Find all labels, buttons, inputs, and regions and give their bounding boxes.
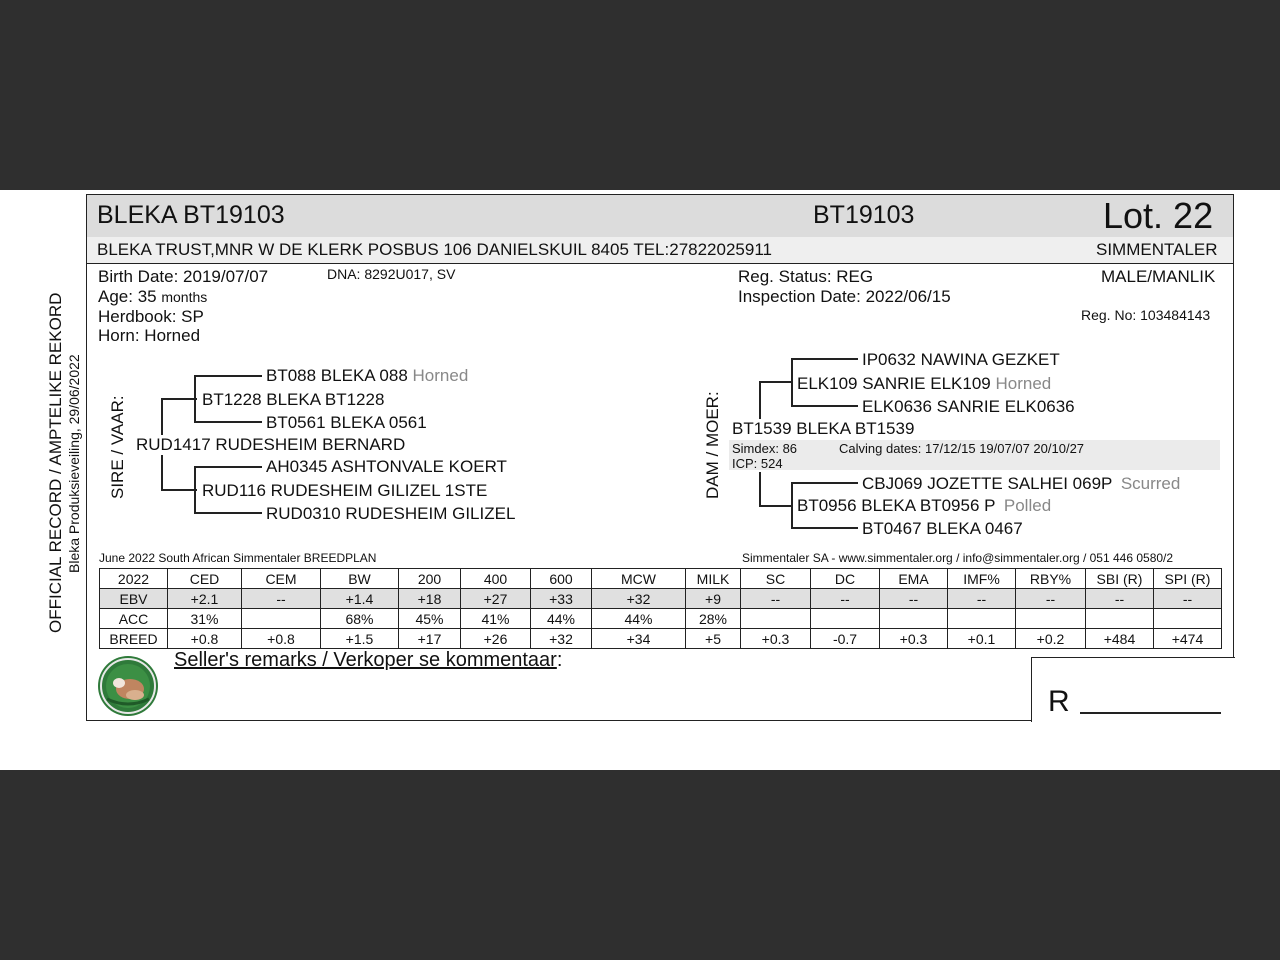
table-cell: -- xyxy=(1154,589,1222,609)
sex: MALE/MANLIK xyxy=(1101,267,1216,286)
dam-label: DAM / MOER: xyxy=(703,391,722,499)
table-row xyxy=(100,609,1222,629)
table-cell xyxy=(880,609,948,629)
sire-dam: RUD116 RUDESHEIM GILIZEL 1STE xyxy=(202,481,488,500)
dam-bracket-top xyxy=(759,381,793,383)
table-cell: +1.5 xyxy=(321,629,399,649)
reg-status: Reg. Status: REG xyxy=(738,267,874,286)
dd-bracket-bottom xyxy=(791,527,858,529)
ss-bracket-top xyxy=(194,375,262,377)
seller-remarks-label: Seller's remarks / Verkoper se kommentaar xyxy=(174,649,557,671)
auction-label: Bleka Produksieveiling, 29/06/2022 xyxy=(66,354,82,573)
table-cell: -- xyxy=(1016,589,1086,609)
table-cell: -- xyxy=(948,589,1016,609)
table-cell: +484 xyxy=(1086,629,1154,649)
official-record-label: OFFICIAL RECORD / AMPTELIKE REKORD xyxy=(46,292,65,633)
table-header-cell: MCW xyxy=(592,569,686,589)
table-cell xyxy=(741,609,811,629)
age-unit: months xyxy=(161,289,208,305)
table-cell: ACC xyxy=(100,609,168,629)
sire-sire-dam: BT0561 BLEKA 0561 xyxy=(266,413,427,432)
table-cell: +27 xyxy=(461,589,531,609)
ds-bracket xyxy=(791,358,793,406)
animal-name: BLEKA BT19103 xyxy=(97,201,285,229)
breed-label: SIMMENTALER xyxy=(1096,240,1218,259)
table-cell: +5 xyxy=(686,629,741,649)
table-cell xyxy=(948,609,1016,629)
sd-bracket xyxy=(194,466,196,513)
sd-bracket-bottom xyxy=(194,512,262,514)
dam-bracket-upper xyxy=(759,381,761,419)
table-header-cell: DC xyxy=(811,569,880,589)
table-cell: +34 xyxy=(592,629,686,649)
sire-name: RUD1417 RUDESHEIM BERNARD xyxy=(136,435,406,454)
ss-bracket-bottom xyxy=(194,421,262,423)
table-cell: +0.3 xyxy=(880,629,948,649)
table-cell: BREED xyxy=(100,629,168,649)
birth-date: Birth Date: 2019/07/07 xyxy=(98,267,269,286)
table-cell: 41% xyxy=(461,609,531,629)
horn-status: Horn: Horned xyxy=(98,326,201,345)
sire-sire-sire: BT088 BLEKA 088 Horned xyxy=(266,366,469,385)
table-header-cell: EMA xyxy=(880,569,948,589)
dam-dam: BT0956 BLEKA BT0956 P Polled xyxy=(797,496,1052,515)
inspection-date: Inspection Date: 2022/06/15 xyxy=(738,287,951,306)
table-cell: +1.4 xyxy=(321,589,399,609)
owner-line: BLEKA TRUST,MNR W DE KLERK POSBUS 106 DANIELSKUIL 8405 TEL:27822025911 xyxy=(97,240,772,259)
table-cell: +33 xyxy=(531,589,592,609)
reg-number: Reg. No: 103484143 xyxy=(1081,307,1211,323)
table-cell xyxy=(1086,609,1154,629)
dam-bracket-bottom xyxy=(759,505,793,507)
table-header-cell: RBY% xyxy=(1016,569,1086,589)
ss-bracket xyxy=(194,375,196,422)
table-cell: -- xyxy=(811,589,880,609)
table-cell: +0.8 xyxy=(242,629,321,649)
table-header-cell: 200 xyxy=(399,569,461,589)
herdbook: Herdbook: SP xyxy=(98,307,204,326)
sire-dam-dam: RUD0310 RUDESHEIM GILIZEL xyxy=(266,504,516,523)
sire-label: SIRE / VAAR: xyxy=(108,395,127,499)
table-row xyxy=(100,589,1222,609)
table-header-cell: 400 xyxy=(461,569,531,589)
dd-bracket-top xyxy=(791,482,858,484)
dam-sire-sire: IP0632 NAWINA GEZKET xyxy=(862,350,1060,369)
ds-bracket-top xyxy=(791,358,858,360)
horn-note: Horned xyxy=(412,366,469,385)
table-header-row xyxy=(100,569,1222,589)
seller-remarks: Seller's remarks / Verkoper se kommentaar: xyxy=(174,649,563,671)
table-header-cell: 2022 xyxy=(100,569,168,589)
dam-dam-dam: BT0467 BLEKA 0467 xyxy=(862,519,1023,538)
dam-sire: ELK109 SANRIE ELK109 Horned xyxy=(797,374,1052,393)
table-cell xyxy=(242,609,321,629)
breedplan-contact: Simmentaler SA - www.simmentaler.org / info@simmentaler.org / 051 446 0580/2 xyxy=(742,551,1174,565)
table-header-cell: CEM xyxy=(242,569,321,589)
dam-sire-dam: ELK0636 SANRIE ELK0636 xyxy=(862,397,1075,416)
dam-simdex: Simdex: 86 xyxy=(732,441,798,456)
table-cell: 45% xyxy=(399,609,461,629)
table-cell xyxy=(1154,609,1222,629)
dam-bracket-lower xyxy=(759,472,761,506)
age-value: Age: 35 xyxy=(98,287,157,306)
table-cell: 28% xyxy=(686,609,741,629)
table-cell: -- xyxy=(741,589,811,609)
dam-icp: ICP: 524 xyxy=(732,456,783,471)
table-header-cell: SBI (R) xyxy=(1086,569,1154,589)
table-cell: +18 xyxy=(399,589,461,609)
table-header-cell: CED xyxy=(168,569,242,589)
table-cell: +0.8 xyxy=(168,629,242,649)
table-cell: +32 xyxy=(592,589,686,609)
table-cell: +9 xyxy=(686,589,741,609)
table-cell: +0.1 xyxy=(948,629,1016,649)
table-header-cell: SPI (R) xyxy=(1154,569,1222,589)
price-line[interactable] xyxy=(1080,712,1221,714)
horn-note: Polled xyxy=(1003,496,1052,515)
age xyxy=(98,287,207,307)
horn-note: Scurred xyxy=(1120,474,1181,493)
table-cell: -- xyxy=(880,589,948,609)
table-cell: -0.7 xyxy=(811,629,880,649)
table-cell: -- xyxy=(242,589,321,609)
table-cell: +0.3 xyxy=(741,629,811,649)
table-header-cell: MILK xyxy=(686,569,741,589)
sire-dam-sire: AH0345 ASHTONVALE KOERT xyxy=(266,457,507,476)
table-row xyxy=(100,629,1222,649)
table-cell: +32 xyxy=(531,629,592,649)
breedplan-table xyxy=(99,568,1222,649)
table-header-cell: 600 xyxy=(531,569,592,589)
table-cell: 31% xyxy=(168,609,242,629)
table-cell: EBV xyxy=(100,589,168,609)
dam-dam-sire: CBJ069 JOZETTE SALHEI 069P Scurred xyxy=(862,474,1181,493)
simmentaler-logo xyxy=(97,655,159,717)
animal-id: BT19103 xyxy=(813,201,915,229)
table-cell: +2.1 xyxy=(168,589,242,609)
dam-name: BT1539 BLEKA BT1539 xyxy=(732,419,915,438)
breedplan-title: June 2022 South African Simmentaler BREEDPLAN xyxy=(99,551,377,565)
dna-info: DNA: 8292U017, SV xyxy=(327,266,456,282)
sire-sire: BT1228 BLEKA BT1228 xyxy=(202,390,385,409)
table-cell: +0.2 xyxy=(1016,629,1086,649)
table-cell: +26 xyxy=(461,629,531,649)
dd-bracket xyxy=(791,482,793,528)
sd-bracket-top xyxy=(194,466,262,468)
ds-bracket-bottom xyxy=(791,405,858,407)
table-header-cell: IMF% xyxy=(948,569,1016,589)
table-cell: 44% xyxy=(592,609,686,629)
sire-bracket-bottom xyxy=(161,489,197,491)
price-label: R xyxy=(1048,685,1070,718)
table-cell xyxy=(1016,609,1086,629)
table-header-cell: SC xyxy=(741,569,811,589)
table-cell: +17 xyxy=(399,629,461,649)
table-cell: +474 xyxy=(1154,629,1222,649)
table-cell: 44% xyxy=(531,609,592,629)
sire-bracket-top xyxy=(161,398,197,400)
table-cell: -- xyxy=(1086,589,1154,609)
table-cell: 68% xyxy=(321,609,399,629)
dam-calving-dates: Calving dates: 17/12/15 19/07/07 20/10/27 xyxy=(839,441,1085,456)
lot-number: Lot. 22 xyxy=(1103,195,1214,236)
table-cell xyxy=(811,609,880,629)
horn-note: Horned xyxy=(995,374,1052,393)
table-header-cell: BW xyxy=(321,569,399,589)
